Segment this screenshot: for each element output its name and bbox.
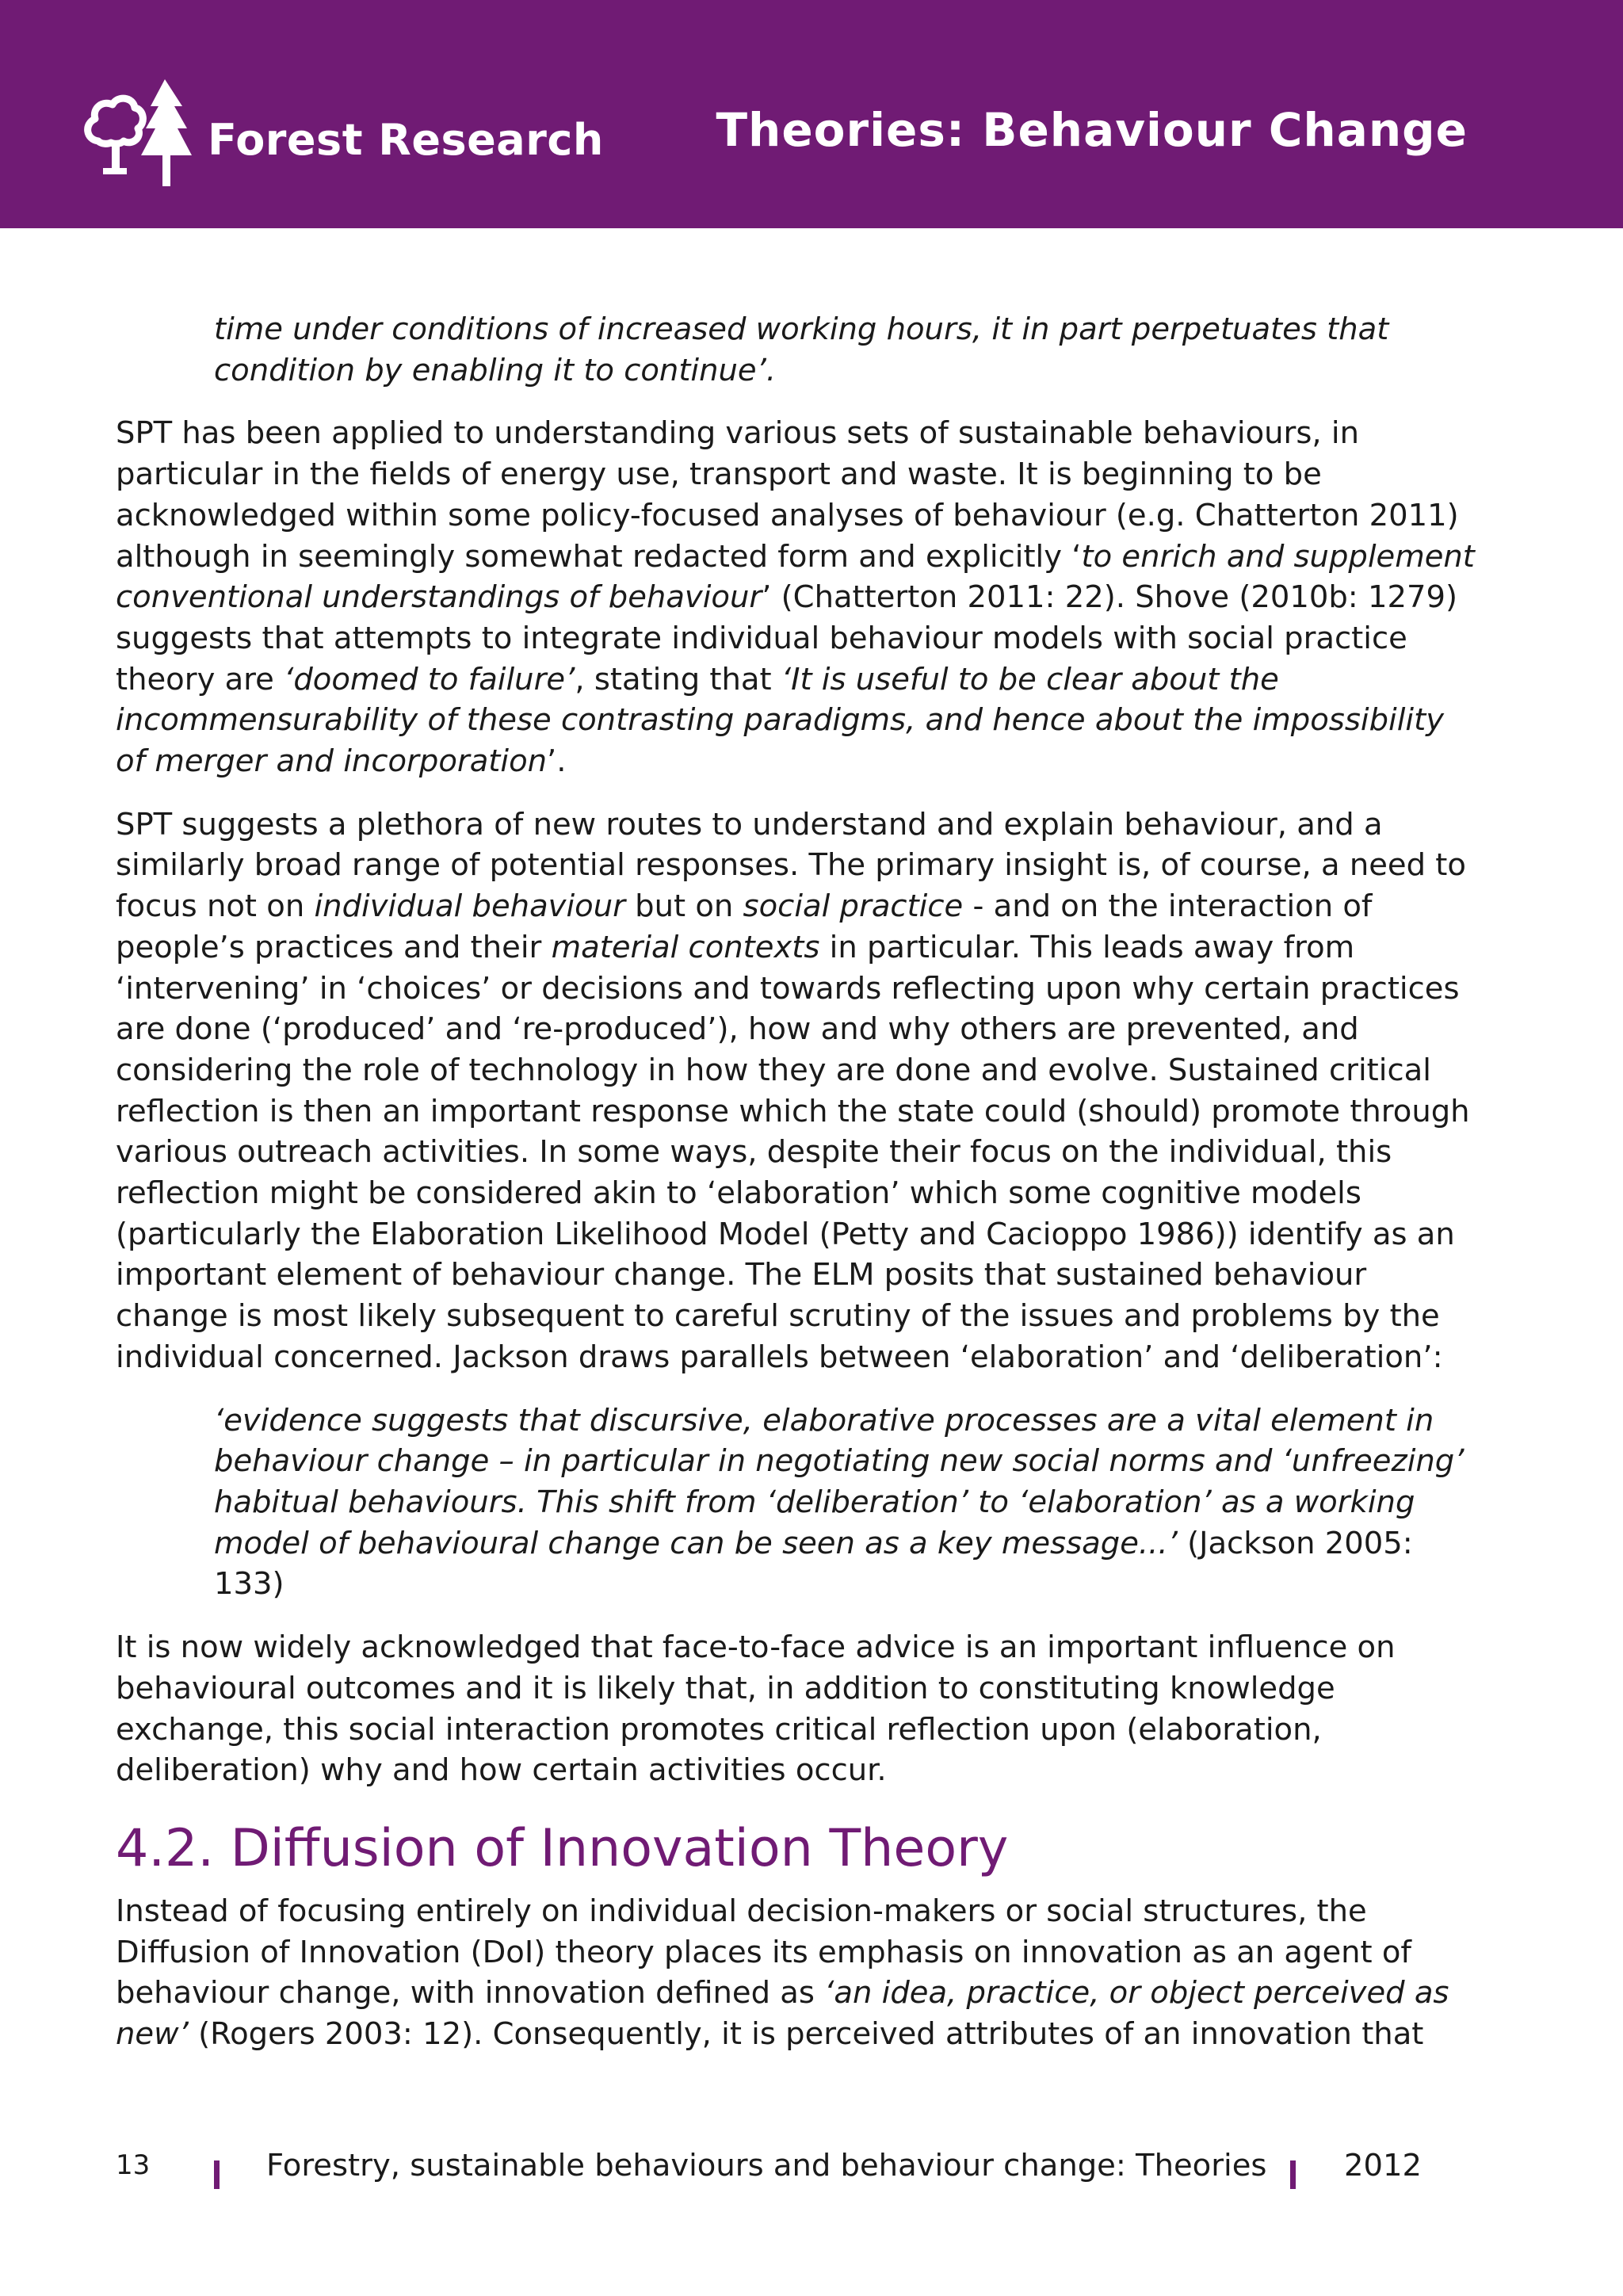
section-heading: 4.2. Diffusion of Innovation Theory [116,1818,1009,1878]
page-body [116,309,1479,2055]
page-header [0,0,1623,228]
paragraph-spt-applications: SPT has been applied to understanding various sets of sustainable behaviours, in particular in the fields of energy use, transport and waste. It is beginning to be acknowledged within some policy-focused analyses of behaviour (e.g. Chatterton 2011) although in seemingly somewhat redacted form and explicitly ‘to enrich and supplement conventional understandings of behaviour’ (Chatterton 2011: 22). Shove (2010b: 1279) suggests that attempts to integrate individual behaviour models with social practice theory are ‘doomed to failure’, stating that ‘It is useful to be clear about the incommensurability of these contrasting paradigms, and hence about the impossibility of merger and incorporation’. [116,415,1475,780]
footer-document-title: Forestry, sustainable behaviours and behaviour change: Theories [266,2148,1267,2183]
block-quote-continued: time under conditions of increased working hours, it in part perpetuates that condition by enabling it to continue’. [214,311,1389,388]
paragraph-diffusion: Instead of focusing entirely on individual decision-makers or social structures, the Diffusion of Innovation (DoI) theory places its emphasis on innovation as an agent of behaviour change, with innovation defined as ‘an idea, practice, or object perceived as new’ (Rogers 2003: 12). Consequently, it is perceived attributes of an innovation that [116,1893,1449,2053]
header-title: Theories: Behaviour Change [716,103,1468,157]
footer-year: 2012 [1344,2148,1422,2183]
footer-divider [214,2160,220,2189]
logo-text: Forest Research [208,115,604,165]
tree-logo-icon [82,79,193,186]
forest-research-logo [82,79,604,186]
paragraph-face-to-face: It is now widely acknowledged that face-to-face advice is an important influence on behavioural outcomes and it is likely that, in addition to constituting knowledge exchange, this social interaction promotes critical reflection upon (elaboration, deliberation) why and how certain activities occur. [116,1629,1396,1789]
paragraph-spt-routes: SPT suggests a plethora of new routes to understand and explain behaviour, and a similarly broad range of potential responses. The primary insight is, of course, a need to focus not on individual behaviour but on social practice - and on the interaction of people’s practices and their material contexts in particular. This leads away from ‘intervening’ in ‘choices’ or decisions and towards reflecting upon why certain practices are done (‘produced’ and ‘re-produced’), how and why others are prevented, and considering the role of technology in how they are done and evolve. Sustained critical reflection is then an important response which the state could (should) promote through various outreach activities. In some ways, despite their focus on the individual, this reflection might be considered akin to ‘elaboration’ which some cognitive models (particularly the Elaboration Likelihood Model (Petty and Cacioppo 1986)) identify as an important element of behaviour change. The ELM posits that sustained behaviour change is most likely subsequent to careful scrutiny of the issues and problems by the individual concerned. Jackson draws parallels between ‘elaboration’ and ‘deliberation’: [116,806,1470,1375]
page-footer [116,2148,1510,2195]
block-quote-jackson: ‘evidence suggests that discursive, elaborative processes are a vital element in behaviour change – in particular in negotiating new social norms and ‘unfreezing’ habitual behaviours. This shift from ‘deliberation’ to ‘elaboration’ as a working model of behavioural change can be seen as a key message...’ (Jackson 2005: 133) [214,1402,1465,1603]
page-number: 13 [116,2149,151,2181]
footer-divider [1290,2160,1296,2189]
